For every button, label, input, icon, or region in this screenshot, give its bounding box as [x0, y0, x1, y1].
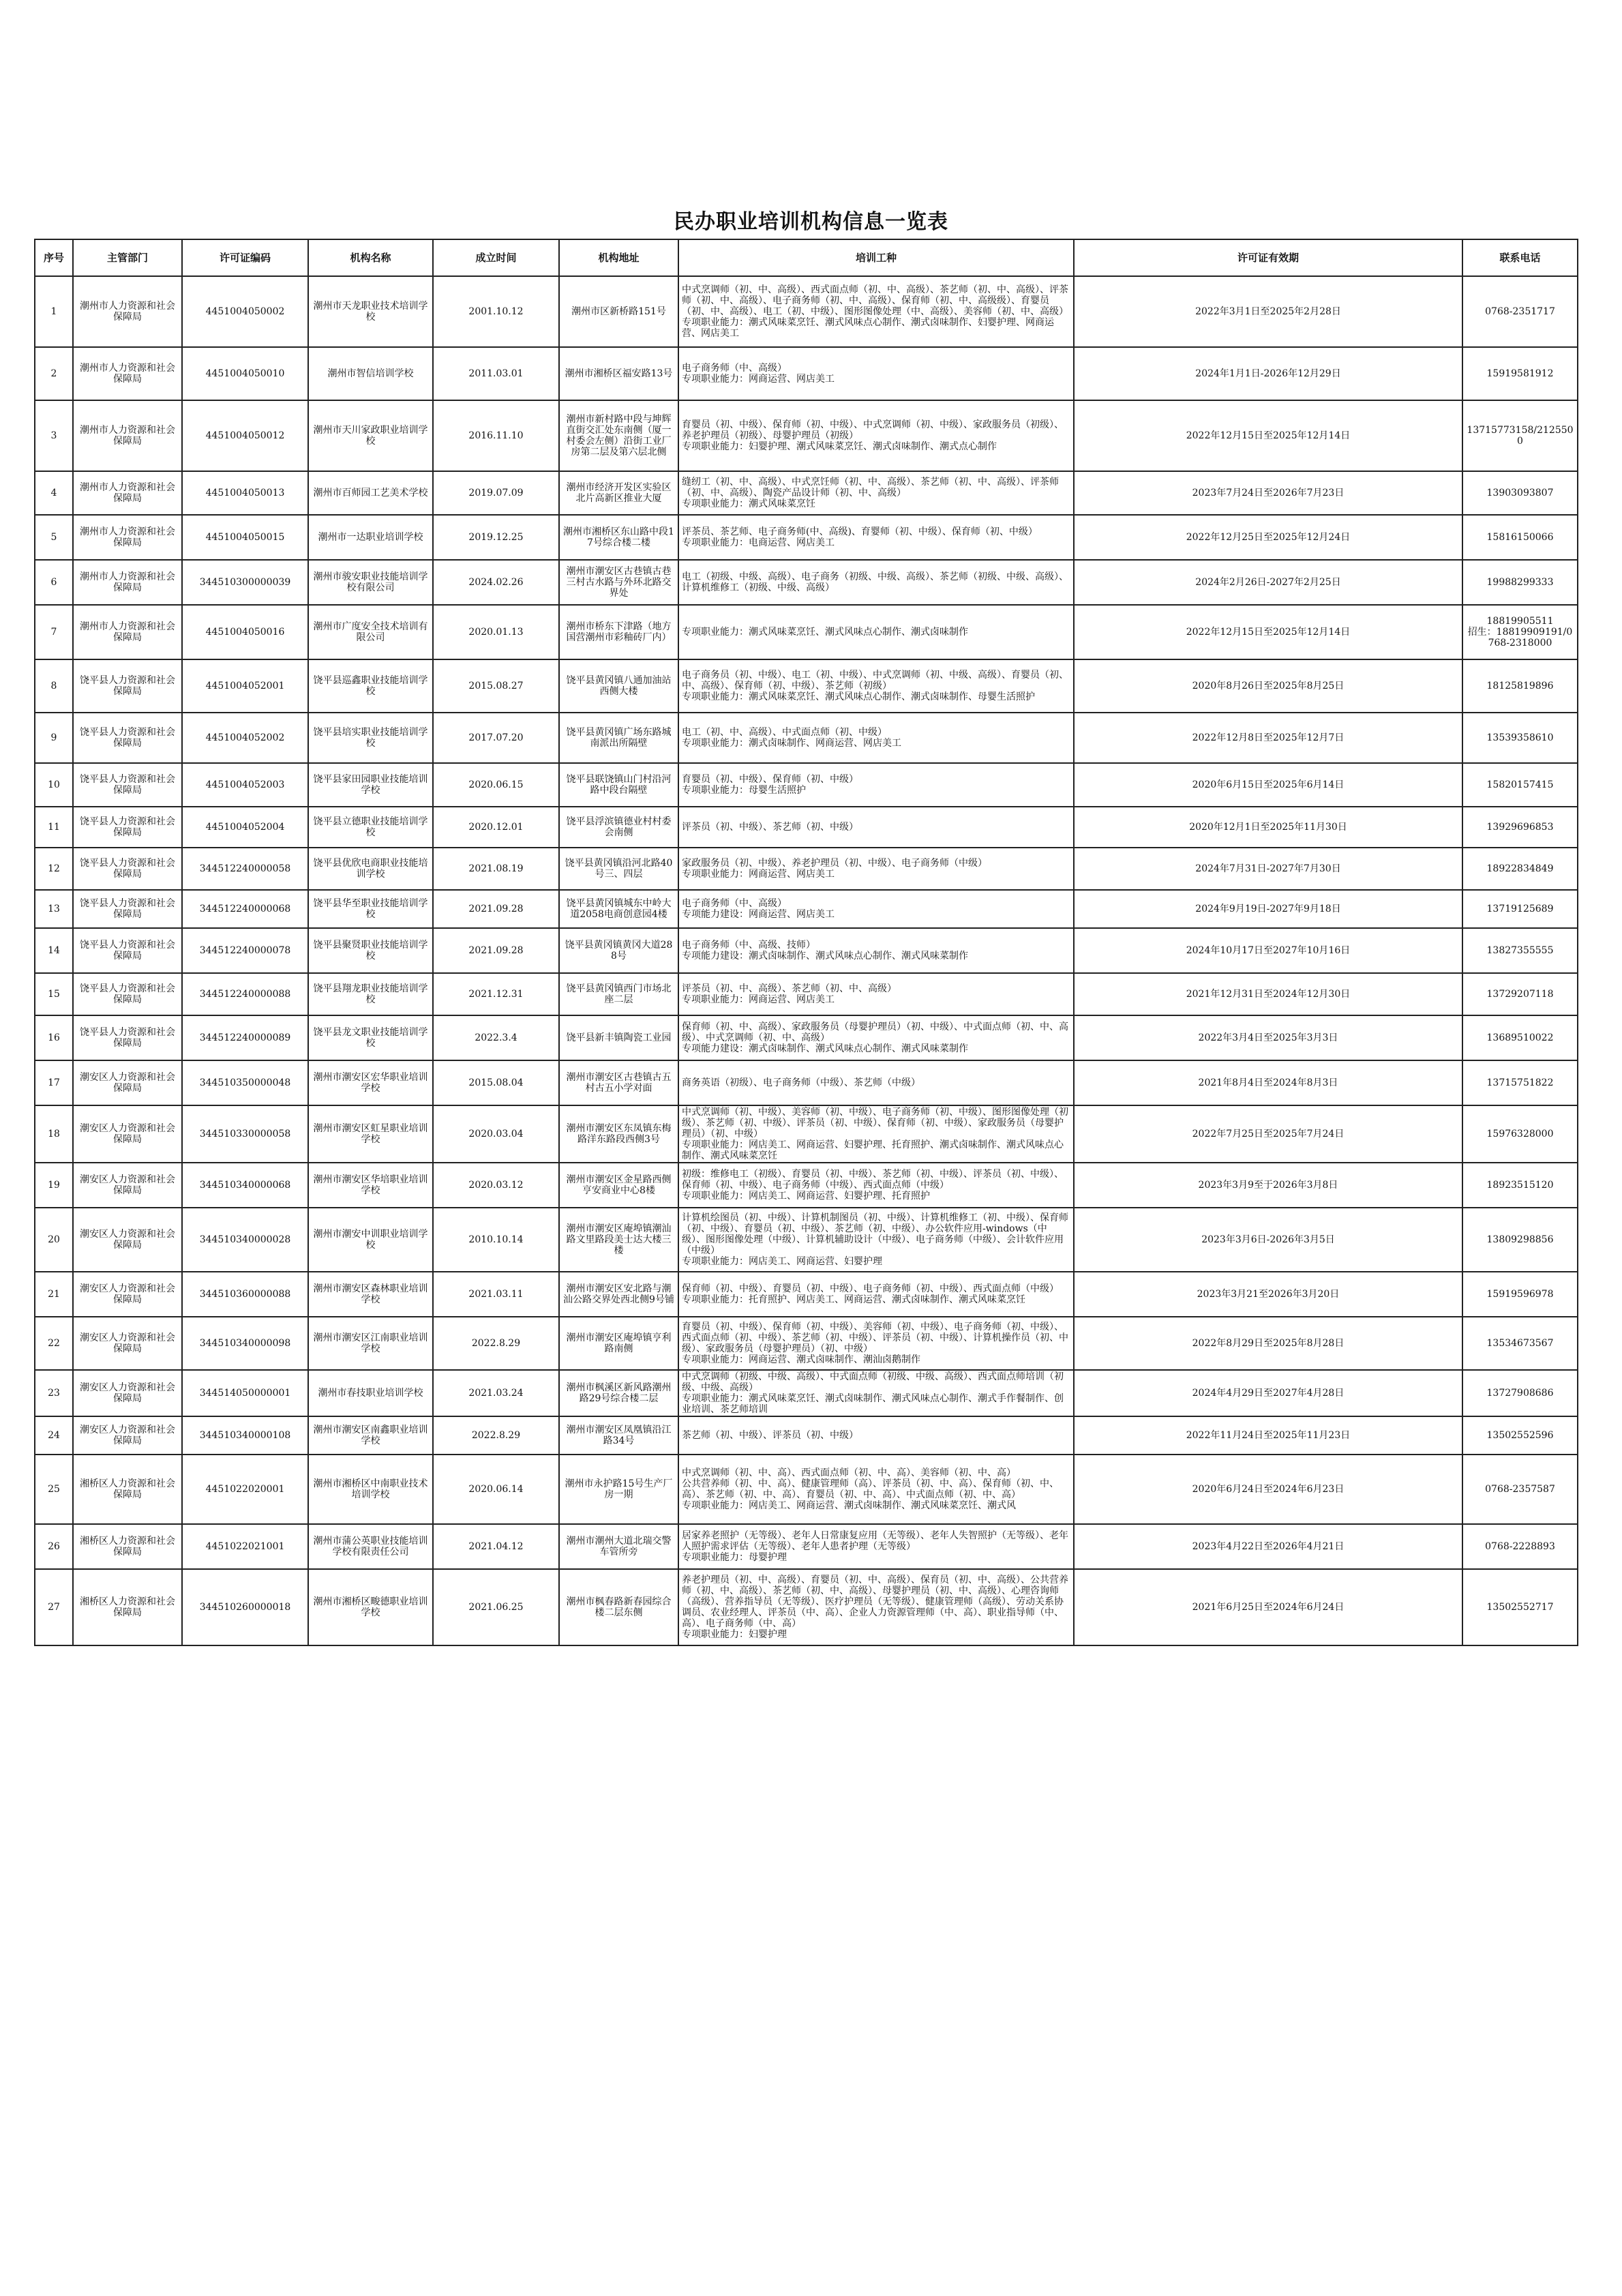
row-license: 344510260000018 — [182, 1569, 308, 1645]
row-founded: 2021.04.12 — [433, 1524, 559, 1569]
row-phone: 0768-2357587 — [1462, 1455, 1578, 1524]
table-row — [35, 605, 1578, 659]
table-row — [35, 1163, 1578, 1208]
table-row — [35, 1015, 1578, 1060]
row-address: 潮州市潮安区安北路与潮汕公路交界处西北侧9号铺 — [559, 1272, 678, 1317]
row-dept: 潮州市人力资源和社会保障局 — [73, 471, 182, 515]
row-address: 饶平县黄冈镇广场东路城南派出所隔壁 — [559, 713, 678, 763]
row-dept: 饶平县人力资源和社会保障局 — [73, 890, 182, 928]
row-trades: 电子商务师（中、高级） 专项能力建设：网商运营、网店美工 — [678, 890, 1074, 928]
row-name: 潮州市潮安区森林职业培训学校 — [308, 1272, 433, 1317]
row-trades: 商务英语（初级）、电子商务师（中级）、茶艺师（中级） — [678, 1060, 1074, 1105]
row-validity: 2023年3月21至2026年3月20日 — [1074, 1272, 1462, 1317]
row-phone: 15816150066 — [1462, 515, 1578, 560]
row-founded: 2021.03.24 — [433, 1370, 559, 1416]
row-validity: 2021年6月25日至2024年6月24日 — [1074, 1569, 1462, 1645]
row-name: 潮州市潮安中训职业培训学校 — [308, 1208, 433, 1272]
row-validity: 2023年4月22日至2026年4月21日 — [1074, 1524, 1462, 1569]
row-phone: 18922834849 — [1462, 848, 1578, 890]
row-license: 4451004050015 — [182, 515, 308, 560]
row-number: 23 — [35, 1370, 73, 1416]
row-validity: 2020年6月15日至2025年6月14日 — [1074, 763, 1462, 807]
row-address: 潮州市桥东下津路（地方国营潮州市彩釉砖厂内） — [559, 605, 678, 659]
row-license: 4451022020001 — [182, 1455, 308, 1524]
row-phone: 13715751822 — [1462, 1060, 1578, 1105]
row-trades: 评茶员（初、中级）、茶艺师（初、中级） — [678, 807, 1074, 848]
row-phone: 0768-2351717 — [1462, 276, 1578, 347]
row-number: 20 — [35, 1208, 73, 1272]
row-name: 潮州市湘桥区畯德职业培训学校 — [308, 1569, 433, 1645]
row-dept: 潮安区人力资源和社会保障局 — [73, 1163, 182, 1208]
row-validity: 2020年8月26日至2025年8月25日 — [1074, 659, 1462, 713]
row-license: 344510340000108 — [182, 1416, 308, 1455]
row-name: 潮州市潮安区华培职业培训学校 — [308, 1163, 433, 1208]
row-founded: 2022.8.29 — [433, 1416, 559, 1455]
table-row — [35, 471, 1578, 515]
row-number: 1 — [35, 276, 73, 347]
row-name: 潮州市天龙职业技术培训学校 — [308, 276, 433, 347]
table-row — [35, 1370, 1578, 1416]
row-number: 2 — [35, 347, 73, 400]
row-address: 潮州市新村路中段与坤辉直街交汇处东南侧（厦一村委会左侧）沿街工业厂房第二层及第六层北侧 — [559, 400, 678, 471]
row-phone: 13715773158/2125500 — [1462, 400, 1578, 471]
row-trades: 保育师（初、中、高级）、家政服务员（母婴护理员）（初、中级）、中式面点师（初、中、高级）、中式烹调师（初、中、高级） 专项能力建设：潮式卤味制作、潮式风味点心制作、潮式风味菜制作 — [678, 1015, 1074, 1060]
row-dept: 饶平县人力资源和社会保障局 — [73, 659, 182, 713]
table-row — [35, 890, 1578, 928]
row-phone: 13502552596 — [1462, 1416, 1578, 1455]
table-row — [35, 1317, 1578, 1370]
row-license: 4451004050013 — [182, 471, 308, 515]
row-license: 4451004050012 — [182, 400, 308, 471]
row-trades: 电子商务员（初、中级）、电工（初、中级）、中式烹调师（初、中级、高级）、育婴员（初、中、高级）、保育师（初、中级）、茶艺师（初级） 专项职业能力：潮式风味菜烹饪、潮式风味点心制作、潮式卤味制作、母婴生活照护 — [678, 659, 1074, 713]
row-name: 饶平县优欣电商职业技能培训学校 — [308, 848, 433, 890]
row-license: 344510350000048 — [182, 1060, 308, 1105]
row-trades: 茶艺师（初、中级）、评茶员（初、中级） — [678, 1416, 1074, 1455]
table-body — [35, 276, 1578, 1645]
row-license: 344510340000068 — [182, 1163, 308, 1208]
row-number: 7 — [35, 605, 73, 659]
row-address: 潮州市永护路15号生产厂房一期 — [559, 1455, 678, 1524]
row-address: 饶平县黄冈镇八通加油站西侧大楼 — [559, 659, 678, 713]
table-row — [35, 928, 1578, 973]
row-dept: 潮安区人力资源和社会保障局 — [73, 1208, 182, 1272]
col-header-trades: 培训工种 — [678, 239, 1074, 276]
row-name: 饶平县培实职业技能培训学校 — [308, 713, 433, 763]
row-dept: 饶平县人力资源和社会保障局 — [73, 848, 182, 890]
row-founded: 2021.03.11 — [433, 1272, 559, 1317]
row-trades: 缝纫工（初、中、高级）、中式烹饪师（初、中、高级）、茶艺师（初、中、高级）、评茶师（初、中、高级）、陶瓷产品设计师（初、中、高级） 专项职业能力：潮式风味菜烹饪 — [678, 471, 1074, 515]
row-trades: 电工（初级、中级、高级）、电子商务（初级、中级、高级）、茶艺师（初级、中级、高级）、计算机维修工（初级、中级、高级） — [678, 560, 1074, 605]
row-validity: 2022年7月25日至2025年7月24日 — [1074, 1105, 1462, 1163]
row-validity: 2024年9月19日-2027年9月18日 — [1074, 890, 1462, 928]
col-header-license: 许可证编码 — [182, 239, 308, 276]
row-license: 344514050000001 — [182, 1370, 308, 1416]
row-validity: 2022年8月29日至2025年8月28日 — [1074, 1317, 1462, 1370]
table-row — [35, 400, 1578, 471]
row-trades: 评茶员、茶艺师、电子商务师(中、高级)、育婴师（初、中级）、保育师（初、中级） 专项职业能力：电商运营、网店美工 — [678, 515, 1074, 560]
row-number: 14 — [35, 928, 73, 973]
row-founded: 2001.10.12 — [433, 276, 559, 347]
row-phone: 15919596978 — [1462, 1272, 1578, 1317]
row-name: 潮州市一达职业培训学校 — [308, 515, 433, 560]
row-license: 4451004050016 — [182, 605, 308, 659]
row-validity: 2022年11月24日至2025年11月23日 — [1074, 1416, 1462, 1455]
row-dept: 饶平县人力资源和社会保障局 — [73, 763, 182, 807]
row-validity: 2024年1月1日-2026年12月29日 — [1074, 347, 1462, 400]
table-row — [35, 659, 1578, 713]
row-license: 344512240000089 — [182, 1015, 308, 1060]
row-phone: 15820157415 — [1462, 763, 1578, 807]
row-dept: 饶平县人力资源和社会保障局 — [73, 807, 182, 848]
row-number: 18 — [35, 1105, 73, 1163]
row-dept: 饶平县人力资源和社会保障局 — [73, 713, 182, 763]
institution-table — [34, 239, 1578, 1646]
row-founded: 2020.03.12 — [433, 1163, 559, 1208]
row-phone: 13903093807 — [1462, 471, 1578, 515]
row-founded: 2020.01.13 — [433, 605, 559, 659]
row-phone: 13689510022 — [1462, 1015, 1578, 1060]
table-row — [35, 1455, 1578, 1524]
row-number: 5 — [35, 515, 73, 560]
row-founded: 2019.07.09 — [433, 471, 559, 515]
row-trades: 电子商务师（中、高级） 专项职业能力：网商运营、网店美工 — [678, 347, 1074, 400]
row-license: 344510330000058 — [182, 1105, 308, 1163]
row-name: 饶平县巡鑫职业技能培训学校 — [308, 659, 433, 713]
row-trades: 养老护理员（初、中、高级）、育婴员（初、中、高级）、保育员（初、中、高级）、公共营养师（初、中、高级）、茶艺师（初、中、高级）、母婴护理员（初、中、高级）、心理咨询师（高级）、营养指导员（无等级）、医疗护理员（无等级）、健康管理师（高级）、劳动关系协调员、农业经理人、评茶员（中、高）、企业人力资源管理师（中、高）、职业指导师（中、高）、电子商务师（中、高） 专项职业能力：妇婴护理 — [678, 1569, 1074, 1645]
row-phone: 18125819896 — [1462, 659, 1578, 713]
col-header-address: 机构地址 — [559, 239, 678, 276]
row-validity: 2022年12月8日至2025年12月7日 — [1074, 713, 1462, 763]
row-founded: 2021.12.31 — [433, 973, 559, 1015]
row-dept: 潮州市人力资源和社会保障局 — [73, 605, 182, 659]
row-validity: 2023年3月9至于2026年3月8日 — [1074, 1163, 1462, 1208]
col-header-validity: 许可证有效期 — [1074, 239, 1462, 276]
row-phone: 19988299333 — [1462, 560, 1578, 605]
page-title: 民办职业培训机构信息一览表 — [674, 210, 948, 234]
row-name: 潮州市广度安全技术培训有限公司 — [308, 605, 433, 659]
row-address: 潮州市潮安区东凤镇东梅路洋东路段西侧3号 — [559, 1105, 678, 1163]
table-row — [35, 763, 1578, 807]
row-dept: 饶平县人力资源和社会保障局 — [73, 928, 182, 973]
row-name: 潮州市潮安区虹星职业培训学校 — [308, 1105, 433, 1163]
row-dept: 湘桥区人力资源和社会保障局 — [73, 1524, 182, 1569]
row-founded: 2011.03.01 — [433, 347, 559, 400]
row-trades: 专项职业能力：潮式风味菜烹饪、潮式风味点心制作、潮式卤味制作 — [678, 605, 1074, 659]
row-address: 潮州市经济开发区实验区北片高新区推业大厦 — [559, 471, 678, 515]
row-founded: 2016.11.10 — [433, 400, 559, 471]
row-number: 17 — [35, 1060, 73, 1105]
col-header-phone: 联系电话 — [1462, 239, 1578, 276]
row-founded: 2015.08.04 — [433, 1060, 559, 1105]
col-header-dept: 主管部门 — [73, 239, 182, 276]
row-trades: 中式烹调师（初、中级）、美容师（初、中级）、电子商务师（初、中级）、图形图像处理（初级）、茶艺师（初、中级）、评茶员（初、中级）、保育师（初、中级）、家政服务员（母婴护理员）（初、中级） 专项职业能力：网店美工、网商运营、妇婴护理、托育照护、潮式卤味制作、潮式风味点心制作、潮式风味菜烹饪 — [678, 1105, 1074, 1163]
row-validity: 2020年6月24日至2024年6月23日 — [1074, 1455, 1462, 1524]
table-row — [35, 1060, 1578, 1105]
row-number: 15 — [35, 973, 73, 1015]
table-row — [35, 1208, 1578, 1272]
table-row — [35, 1416, 1578, 1455]
row-validity: 2023年3月6日-2026年3月5日 — [1074, 1208, 1462, 1272]
row-name: 饶平县立德职业技能培训学校 — [308, 807, 433, 848]
row-address: 潮州市区新桥路151号 — [559, 276, 678, 347]
row-phone: 13729207118 — [1462, 973, 1578, 1015]
row-trades: 中式烹调师（初、中、高）、西式面点师（初、中、高）、美容师（初、中、高） 公共营养师（初、中、高）、健康管理师（高）、评茶员（初、中、高）、保育师（初、中、高）、茶艺师（初、中、高）、育婴员（初、中、高）、中式面点师（初、中、高） 专项职业能力：网店美工、网商运营、潮式卤味制作、潮式风味菜烹饪、潮式风 — [678, 1455, 1074, 1524]
row-name: 饶平县翔龙职业技能培训学校 — [308, 973, 433, 1015]
col-header-no: 序号 — [35, 239, 73, 276]
row-founded: 2021.08.19 — [433, 848, 559, 890]
row-license: 344512240000088 — [182, 973, 308, 1015]
row-name: 潮州市潮安区宏华职业培训学校 — [308, 1060, 433, 1105]
row-address: 饶平县联饶镇山门村沿河路中段台隔壁 — [559, 763, 678, 807]
row-trades: 评茶员（初、中、高级）、茶艺师（初、中、高级） 专项职业能力：网商运营、网店美工 — [678, 973, 1074, 1015]
row-address: 潮州市潮安区古巷镇古巷三村古水路与外环北路交界处 — [559, 560, 678, 605]
row-license: 344512240000068 — [182, 890, 308, 928]
table-row — [35, 1524, 1578, 1569]
row-address: 潮州市潮安区庵埠镇潮汕路文里路段美士达大楼三楼 — [559, 1208, 678, 1272]
row-number: 13 — [35, 890, 73, 928]
row-name: 潮州市潮安区江南职业培训学校 — [308, 1317, 433, 1370]
row-number: 21 — [35, 1272, 73, 1317]
col-header-founded: 成立时间 — [433, 239, 559, 276]
row-validity: 2020年12月1日至2025年11月30日 — [1074, 807, 1462, 848]
row-address: 潮州市枫溪区新风路潮州路29号综合楼二层 — [559, 1370, 678, 1416]
row-validity: 2022年12月25日至2025年12月24日 — [1074, 515, 1462, 560]
row-dept: 潮州市人力资源和社会保障局 — [73, 560, 182, 605]
row-phone: 13929696853 — [1462, 807, 1578, 848]
row-number: 9 — [35, 713, 73, 763]
row-license: 344510360000088 — [182, 1272, 308, 1317]
row-dept: 潮安区人力资源和社会保障局 — [73, 1317, 182, 1370]
row-dept: 湘桥区人力资源和社会保障局 — [73, 1569, 182, 1645]
row-validity: 2024年4月29日至2027年4月28日 — [1074, 1370, 1462, 1416]
row-number: 4 — [35, 471, 73, 515]
table-row — [35, 515, 1578, 560]
row-trades: 计算机绘图员（初、中级）、计算机制图员（初、中级）、计算机维修工（初、中级）、保育师（初、中级）、育婴员（初、中级）、茶艺师（初、中级）、办公软件应用-windows（中级）、图形图像处理（中级）、计算机辅助设计（中级）、电子商务师（中级）、会计软件应用（中级） 专项职业能力：网店美工、网商运营、妇婴护理 — [678, 1208, 1074, 1272]
row-trades: 保育师（初、中级）、育婴员（初、中级）、电子商务师（初、中级）、西式面点师（中级） 专项职业能力：托育照护、网店美工、网商运营、潮式卤味制作、潮式风味菜烹饪 — [678, 1272, 1074, 1317]
row-license: 344512240000058 — [182, 848, 308, 890]
row-founded: 2015.08.27 — [433, 659, 559, 713]
row-trades: 育婴员（初、中级）、保育师（初、中级）、中式烹调师（初、中级）、家政服务员（初级）、养老护理员（初级）、母婴护理员（初级） 专项职业能力：妇婴护理、潮式风味菜烹饪、潮式卤味制作、潮式点心制作 — [678, 400, 1074, 471]
row-number: 6 — [35, 560, 73, 605]
row-validity: 2022年12月15日至2025年12月14日 — [1074, 400, 1462, 471]
row-number: 27 — [35, 1569, 73, 1645]
row-founded: 2022.3.4 — [433, 1015, 559, 1060]
row-number: 3 — [35, 400, 73, 471]
row-name: 潮州市百师园工艺美术学校 — [308, 471, 433, 515]
row-founded: 2020.12.01 — [433, 807, 559, 848]
row-founded: 2020.06.14 — [433, 1455, 559, 1524]
row-dept: 潮安区人力资源和社会保障局 — [73, 1060, 182, 1105]
row-name: 潮州市骏安职业技能培训学校有限公司 — [308, 560, 433, 605]
row-dept: 饶平县人力资源和社会保障局 — [73, 973, 182, 1015]
row-name: 潮州市蒲公英职业技能培训学校有限责任公司 — [308, 1524, 433, 1569]
row-trades: 中式烹调师（初、中、高级）、西式面点师（初、中、高级）、茶艺师（初、中、高级）、评茶师（初、中、高级）、电子商务师（初、中、高级）、保育师（初、中、高级级）、育婴员（初、中、高级）、电工（初、中级）、图形图像处理（中、高级）、美容师（初、中、高级） 专项职业能力：潮式风味菜烹饪、潮式风味点心制作、潮式卤味制作、妇婴护理、网商运营、网店美工 — [678, 276, 1074, 347]
row-dept: 潮安区人力资源和社会保障局 — [73, 1416, 182, 1455]
row-address: 潮州市潮州大道北瑞交警车管所旁 — [559, 1524, 678, 1569]
row-address: 饶平县黄冈镇黄冈大道288号 — [559, 928, 678, 973]
row-dept: 饶平县人力资源和社会保障局 — [73, 1015, 182, 1060]
col-header-name: 机构名称 — [308, 239, 433, 276]
row-dept: 潮州市人力资源和社会保障局 — [73, 276, 182, 347]
row-trades: 家政服务员（初、中级）、养老护理员（初、中级）、电子商务师（中级） 专项职业能力：网商运营、网店美工 — [678, 848, 1074, 890]
row-phone: 13539358610 — [1462, 713, 1578, 763]
row-validity: 2021年8月4日至2024年8月3日 — [1074, 1060, 1462, 1105]
row-validity: 2022年3月4日至2025年3月3日 — [1074, 1015, 1462, 1060]
row-dept: 潮安区人力资源和社会保障局 — [73, 1105, 182, 1163]
row-license: 344510340000028 — [182, 1208, 308, 1272]
row-address: 饶平县黄冈镇沿河北路40号三、四层 — [559, 848, 678, 890]
table-row — [35, 973, 1578, 1015]
row-address: 潮州市潮安区古巷镇古五村古五小学对面 — [559, 1060, 678, 1105]
row-number: 16 — [35, 1015, 73, 1060]
row-number: 11 — [35, 807, 73, 848]
row-name: 潮州市天川家政职业培训学校 — [308, 400, 433, 471]
row-number: 12 — [35, 848, 73, 890]
row-number: 10 — [35, 763, 73, 807]
row-dept: 潮州市人力资源和社会保障局 — [73, 347, 182, 400]
table-row — [35, 1105, 1578, 1163]
row-address: 饶平县黄冈镇城东中岭大道2058电商创意园4楼 — [559, 890, 678, 928]
row-license: 4451004050002 — [182, 276, 308, 347]
row-validity: 2024年7月31日-2027年7月30日 — [1074, 848, 1462, 890]
row-name: 潮州市湘桥区中南职业技术培训学校 — [308, 1455, 433, 1524]
row-number: 24 — [35, 1416, 73, 1455]
row-phone: 0768-2228893 — [1462, 1524, 1578, 1569]
row-phone: 13809298856 — [1462, 1208, 1578, 1272]
row-address: 饶平县浮滨镇德业村村委会南侧 — [559, 807, 678, 848]
row-phone: 15976328000 — [1462, 1105, 1578, 1163]
row-name: 潮州市春技职业培训学校 — [308, 1370, 433, 1416]
header-row — [35, 239, 1578, 276]
row-founded: 2019.12.25 — [433, 515, 559, 560]
row-name: 饶平县华至职业技能培训学校 — [308, 890, 433, 928]
row-trades: 初级：维修电工（初级）、育婴员（初、中级）、茶艺师（初、中级）、评茶员（初、中级）、保育师（初、中级）、电子商务师（中级）、西式面点师（中级） 专项职业能力：网店美工、网商运营、妇婴护理、托育照护 — [678, 1163, 1074, 1208]
row-name: 饶平县龙文职业技能培训学校 — [308, 1015, 433, 1060]
row-founded: 2020.03.04 — [433, 1105, 559, 1163]
row-license: 4451022021001 — [182, 1524, 308, 1569]
row-founded: 2010.10.14 — [433, 1208, 559, 1272]
row-license: 4451004052003 — [182, 763, 308, 807]
table-row — [35, 560, 1578, 605]
row-address: 潮州市潮安区凤凰镇沿江路34号 — [559, 1416, 678, 1455]
row-number: 8 — [35, 659, 73, 713]
row-founded: 2020.06.15 — [433, 763, 559, 807]
table-row — [35, 347, 1578, 400]
row-license: 4451004052002 — [182, 713, 308, 763]
row-address: 潮州市湘桥区东山路中段17号综合楼二楼 — [559, 515, 678, 560]
row-phone: 18923515120 — [1462, 1163, 1578, 1208]
row-founded: 2024.02.26 — [433, 560, 559, 605]
row-address: 饶平县新丰镇陶瓷工业园 — [559, 1015, 678, 1060]
row-address: 潮州市枫春路新春园综合楼二层东侧 — [559, 1569, 678, 1645]
table-row — [35, 848, 1578, 890]
row-dept: 潮州市人力资源和社会保障局 — [73, 400, 182, 471]
row-trades: 中式烹调师（初级、中级、高级）、中式面点师（初级、中级、高级）、西式面点师培训（初级、中级、高级） 专项职业能力：潮式风味菜烹饪、潮式卤味制作、潮式风味点心制作、潮式手作餐制作、创业培训、茶艺师培训 — [678, 1370, 1074, 1416]
row-trades: 育婴员（初、中级）、保育师（初、中级）、美容师（初、中级）、电子商务师（初、中级）、西式面点师（初、中级）、茶艺师（初、中级）、评茶员（初、中级）、计算机操作员（初、中级）、家政服务员（母婴护理员）（初、中级） 专项职业能力：网商运营、潮式卤味制作、潮汕卤鹅制作 — [678, 1317, 1074, 1370]
row-phone: 13502552717 — [1462, 1569, 1578, 1645]
row-validity: 2024年2月26日-2027年2月25日 — [1074, 560, 1462, 605]
row-address: 潮州市湘桥区福安路13号 — [559, 347, 678, 400]
row-validity: 2022年12月15日至2025年12月14日 — [1074, 605, 1462, 659]
row-license: 4451004052001 — [182, 659, 308, 713]
row-phone: 18819905511 招生：18819909191/0768-2318000 — [1462, 605, 1578, 659]
table-row — [35, 713, 1578, 763]
row-phone: 13534673567 — [1462, 1317, 1578, 1370]
row-validity: 2023年7月24日至2026年7月23日 — [1074, 471, 1462, 515]
row-address: 潮州市潮安区庵埠镇亨利路南侧 — [559, 1317, 678, 1370]
row-trades: 电工（初、中、高级）、中式面点师（初、中级） 专项职业能力：潮式卤味制作、网商运营、网店美工 — [678, 713, 1074, 763]
row-number: 22 — [35, 1317, 73, 1370]
row-license: 344510300000039 — [182, 560, 308, 605]
row-dept: 潮安区人力资源和社会保障局 — [73, 1272, 182, 1317]
table-row — [35, 1569, 1578, 1645]
row-phone: 13719125689 — [1462, 890, 1578, 928]
row-address: 饶平县黄冈镇西门市场北座二层 — [559, 973, 678, 1015]
row-validity: 2021年12月31日至2024年12月30日 — [1074, 973, 1462, 1015]
row-trades: 居家养老照护（无等级）、老年人日常康复应用（无等级）、老年人失智照护（无等级）、老年人照护需求评估（无等级）、老年人患者护理（无等级） 专项职业能力：母婴护理 — [678, 1524, 1074, 1569]
row-name: 饶平县聚贤职业技能培训学校 — [308, 928, 433, 973]
row-phone: 13727908686 — [1462, 1370, 1578, 1416]
row-name: 饶平县家田园职业技能培训学校 — [308, 763, 433, 807]
row-number: 25 — [35, 1455, 73, 1524]
table-row — [35, 807, 1578, 848]
row-phone: 13827355555 — [1462, 928, 1578, 973]
row-validity: 2022年3月1日至2025年2月28日 — [1074, 276, 1462, 347]
table-row — [35, 276, 1578, 347]
row-dept: 潮安区人力资源和社会保障局 — [73, 1370, 182, 1416]
row-number: 19 — [35, 1163, 73, 1208]
row-founded: 2021.06.25 — [433, 1569, 559, 1645]
row-license: 4451004050010 — [182, 347, 308, 400]
row-founded: 2021.09.28 — [433, 928, 559, 973]
table-row — [35, 1272, 1578, 1317]
row-name: 潮州市智信培训学校 — [308, 347, 433, 400]
row-founded: 2022.8.29 — [433, 1317, 559, 1370]
row-name: 潮州市潮安区南鑫职业培训学校 — [308, 1416, 433, 1455]
row-number: 26 — [35, 1524, 73, 1569]
row-phone: 15919581912 — [1462, 347, 1578, 400]
row-dept: 潮州市人力资源和社会保障局 — [73, 515, 182, 560]
row-license: 344512240000078 — [182, 928, 308, 973]
row-validity: 2024年10月17日至2027年10月16日 — [1074, 928, 1462, 973]
row-founded: 2021.09.28 — [433, 890, 559, 928]
row-trades: 育婴员（初、中级）、保育师（初、中级） 专项职业能力：母婴生活照护 — [678, 763, 1074, 807]
row-license: 344510340000098 — [182, 1317, 308, 1370]
row-trades: 电子商务师（中、高级、技师） 专项能力建设：潮式卤味制作、潮式风味点心制作、潮式风味菜制作 — [678, 928, 1074, 973]
row-dept: 湘桥区人力资源和社会保障局 — [73, 1455, 182, 1524]
row-license: 4451004052004 — [182, 807, 308, 848]
row-address: 潮州市潮安区金星路西侧亨安商业中心8楼 — [559, 1163, 678, 1208]
row-founded: 2017.07.20 — [433, 713, 559, 763]
